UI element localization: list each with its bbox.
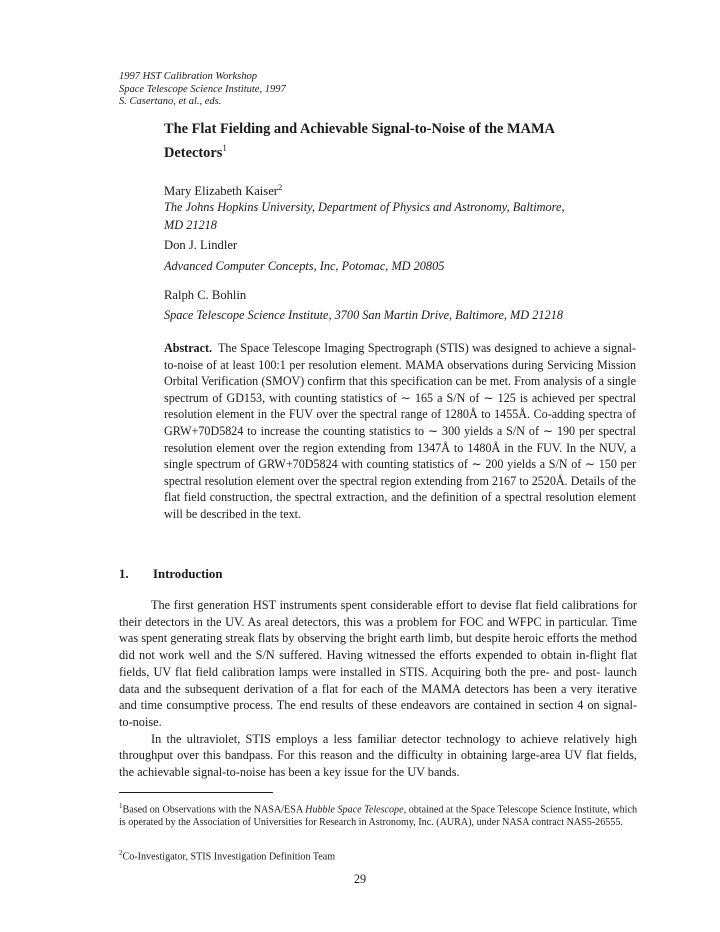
abstract-text: The Space Telescope Imaging Spectrograph (STIS) was designed to achieve a signal-to-noise of at least 100:1 per resolution element. MAMA observations during Servicing Mission Orbital Verification (SMOV) confirm that this specification can be met. From analysis of a single spectrum of GD153, with counting statistics of ∼ 165 a S/N of ∼ 125 is achieved per spectral resolution element in the FUV over the spectral range of 1280Å to 1455Å. Co-adding spectra of GRW+70D5824 to increase the counting statistics to ∼ 300 yields a S/N of ∼ 190 per spectral resolution element over the region extending from 1347Å to 1480Å in the FUV. In the NUV, a single spectrum of GRW+70D5824 with counting statistics of ∼ 200 yields a S/N of ∼ 150 per spectral resolution element over the spectral region extending from 2167 to 2520Å. Details of the flat field construction, the spectral extraction, and the definition of a spectral resolution element will be described in the text.	[164, 341, 636, 521]
footnote-mark: 1	[119, 802, 123, 810]
footnote-2: $^2$Co-Investigator, STIS Investigation Definition Team	[119, 849, 336, 863]
section-title: Introduction	[153, 567, 223, 581]
title-line-2: Detectors$^1$	[164, 143, 227, 161]
footnote-mark: 2	[119, 849, 123, 857]
conference-line-2: Space Telescope Science Institute, 1997	[119, 83, 286, 95]
author-lindler	[164, 238, 636, 253]
author-name: Don J. Lindler	[164, 238, 238, 252]
page-number: 29	[353, 872, 367, 886]
footnote-divider	[119, 792, 273, 793]
affiliation-kaiser: The Johns Hopkins University, Department of Physics and Astronomy, Baltimore, MD 21218	[164, 200, 565, 232]
italic-telescope-name: Hubble Space Telescope	[305, 804, 404, 816]
abstract	[164, 340, 636, 523]
conference-line-3: S. Casertano, et al., eds.	[119, 96, 222, 108]
paragraph: In the ultraviolet, STIS employs a less familiar detector technology to achieve relatively high throughput over this bandpass. For this reason and the difficulty in obtaining large-area UV flat fields, the achievable signal-to-noise has been a key issue for the UV bands.	[119, 731, 637, 780]
abstract-heading: Abstract.	[164, 341, 213, 355]
conference-line-1: 1997 HST Calibration Workshop	[119, 71, 257, 82]
author-bohlin	[164, 288, 636, 303]
author-name: Mary Elizabeth Kaiser	[164, 184, 278, 199]
author-name: Ralph C. Bohlin	[164, 288, 247, 302]
title-line-1: The Flat Fielding and Achievable Signal-to-Noise of the MAMA	[164, 121, 555, 137]
section-heading-introduction	[119, 567, 222, 582]
section-number: 1.	[119, 567, 129, 581]
introduction-body	[119, 597, 637, 781]
author-kaiser	[164, 180, 636, 199]
paper-title	[164, 120, 636, 163]
title-footnote-mark: 1	[222, 143, 227, 153]
affiliation-bohlin: Space Telescope Science Institute, 3700 San Martin Drive, Baltimore, MD 21218	[164, 308, 563, 322]
conference-header	[119, 71, 286, 109]
affiliation-lindler: Advanced Computer Concepts, Inc, Potomac, MD 20805	[164, 259, 445, 273]
author-footnote-mark: 2	[278, 182, 283, 192]
paragraph: The first generation HST instruments spent considerable effort to devise flat field calibrations for their detectors in the UV. As areal detectors, this was a problem for FOC and WFPC in particular. Time was spent generating streak flats by observing the bright earth limb, but despite heroic efforts the method did not work well and the S/N suffered. Having witnessed the efforts expended to obtain in-flight flat fields, UV flat field calibration lamps were installed in STIS. Acquiring both the pre- and post- launch data and the subsequent derivation of a flat for each of the MAMA detectors has been a very iterative and time consumptive process. The end results of these endeavors are contained in section 4 on signal-to-noise.	[119, 598, 637, 729]
footnote-1: $^1$Based on Observations with the NASA/ESA Hubble Space Telescope, obtained at the Space Telescope Science Institute, which is operated by the Association of Universities for Research in Astronomy, Inc. (AURA), under NASA contract NAS5-26555.	[119, 802, 637, 829]
